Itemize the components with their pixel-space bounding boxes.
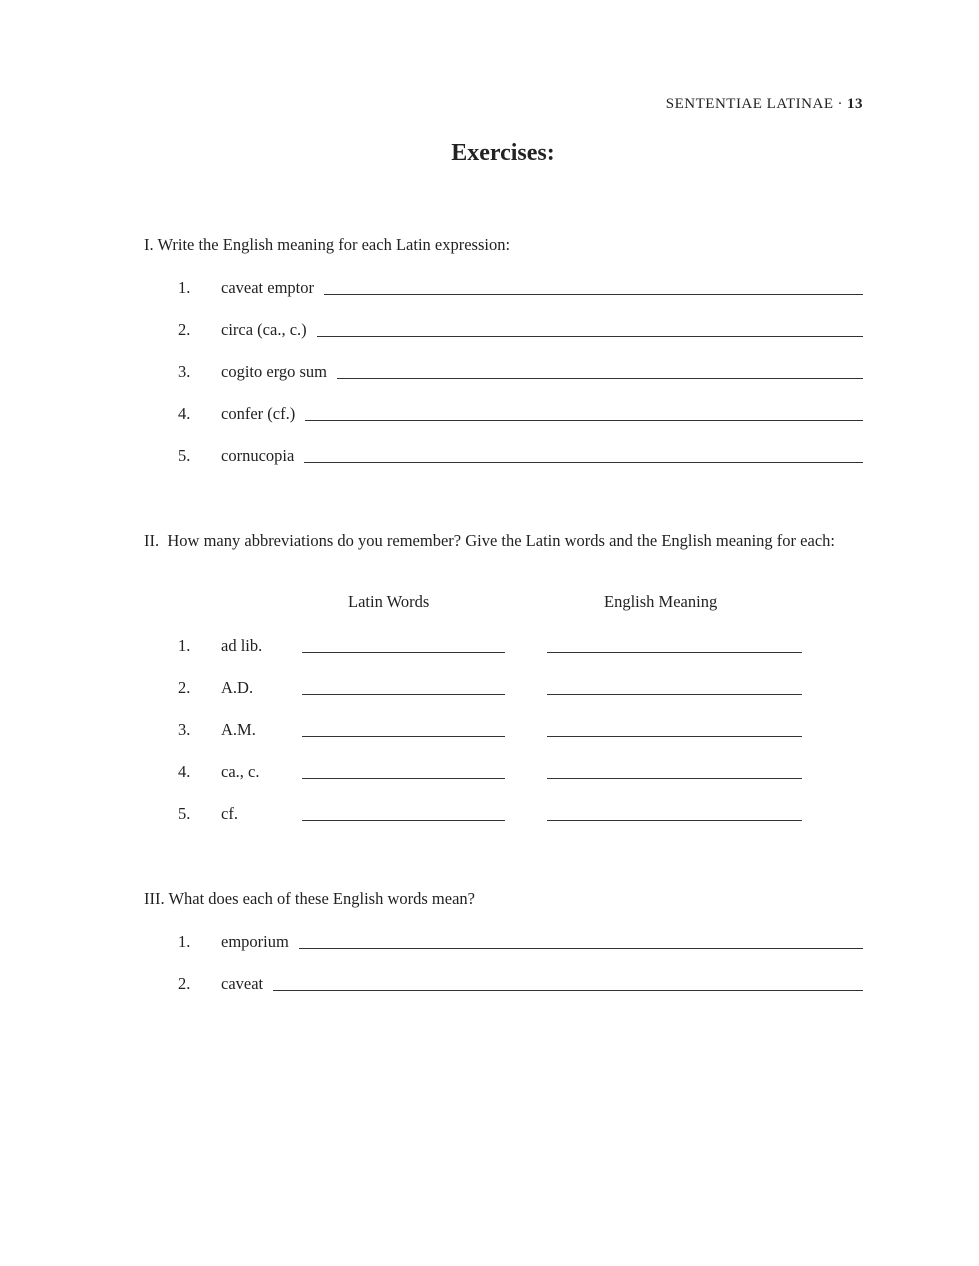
item-number: 1. [178, 278, 191, 297]
running-title: SENTENTIAE LATINAE [665, 96, 834, 112]
english-word: caveat [221, 974, 264, 993]
latin-words-answer-line[interactable] [302, 694, 505, 695]
english-meaning-answer-line[interactable] [547, 736, 802, 737]
item-number: 2. [178, 974, 191, 993]
section-3-item [178, 970, 863, 994]
section-2-item [178, 632, 818, 656]
section-3-roman: III. [144, 889, 165, 908]
section-2-item [178, 800, 818, 824]
header-separator: · [837, 96, 843, 112]
latin-words-answer-line[interactable] [302, 736, 505, 737]
english-meaning-answer-line[interactable] [547, 694, 802, 695]
answer-line[interactable] [299, 947, 863, 949]
answer-line[interactable] [305, 419, 863, 421]
english-meaning-answer-line[interactable] [547, 778, 802, 779]
section-1-item [178, 358, 863, 382]
item-number: 5. [178, 804, 191, 823]
latin-term: circa (ca., c.) [221, 320, 307, 339]
section-1-item [178, 274, 863, 298]
item-number: 2. [178, 320, 191, 339]
page-number: 13 [847, 96, 863, 112]
abbreviation: ca., c. [221, 762, 260, 781]
english-word: emporium [221, 932, 289, 951]
latin-term: cornucopia [221, 446, 295, 465]
section-2-prompt: How many abbreviations do you remember? Give the Latin words and the English meaning for each: [167, 531, 835, 550]
answer-line[interactable] [317, 335, 863, 337]
item-number: 3. [178, 720, 191, 739]
item-number: 5. [178, 446, 191, 465]
english-meaning-answer-line[interactable] [547, 652, 802, 653]
item-number: 2. [178, 678, 191, 697]
section-1-heading [144, 234, 510, 255]
section-1-item [178, 316, 863, 340]
section-1-item [178, 442, 863, 466]
section-2-item [178, 674, 818, 698]
answer-line[interactable] [304, 461, 863, 463]
section-3-prompt: What does each of these English words mean? [168, 889, 475, 908]
latin-words-answer-line[interactable] [302, 778, 505, 779]
latin-term: cogito ergo sum [221, 362, 328, 381]
abbreviation: A.D. [221, 678, 254, 697]
item-number: 4. [178, 762, 191, 781]
item-number: 1. [178, 636, 191, 655]
section-2-heading [144, 530, 873, 551]
latin-words-answer-line[interactable] [302, 820, 505, 821]
english-meaning-answer-line[interactable] [547, 820, 802, 821]
section-3-heading [144, 888, 475, 909]
item-number: 1. [178, 932, 191, 951]
answer-line[interactable] [273, 989, 863, 991]
answer-line[interactable] [324, 293, 863, 295]
section-1-roman: I. [144, 235, 154, 254]
abbreviation: cf. [221, 804, 238, 823]
section-3-item [178, 928, 863, 952]
section-2-item [178, 716, 818, 740]
latin-words-answer-line[interactable] [302, 652, 505, 653]
section-2-item [178, 758, 818, 782]
column-header-latin-words: Latin Words [348, 592, 430, 611]
latin-term: confer (cf.) [221, 404, 296, 423]
item-number: 3. [178, 362, 191, 381]
section-1-item [178, 400, 863, 424]
page-title: Exercises: [451, 140, 555, 166]
section-1-prompt: Write the English meaning for each Latin expression: [157, 235, 511, 254]
running-header [666, 96, 863, 113]
abbreviation: A.M. [221, 720, 256, 739]
section-2-roman: II. [144, 531, 160, 550]
latin-term: caveat emptor [221, 278, 314, 297]
column-header-english-meaning: English Meaning [604, 592, 718, 611]
abbreviation: ad lib. [221, 636, 263, 655]
item-number: 4. [178, 404, 191, 423]
answer-line[interactable] [337, 377, 863, 379]
